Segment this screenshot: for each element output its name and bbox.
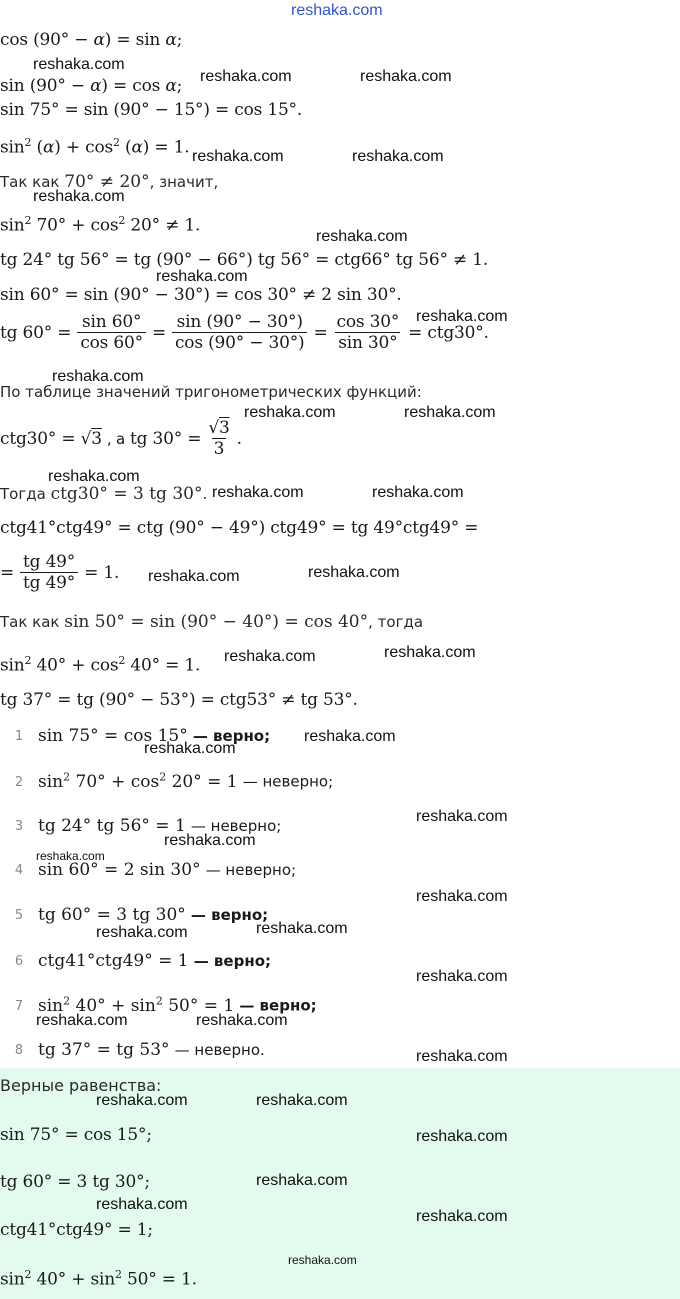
watermark: reshaka.com: [96, 1092, 188, 1109]
watermark: reshaka.com: [256, 1172, 348, 1189]
watermark: reshaka.com: [416, 1128, 508, 1145]
watermark-small: reshaka.com: [36, 849, 105, 863]
watermark-top[interactable]: reshaka.com: [291, 2, 383, 19]
formula-tg24-tg56: tg 24° tg 56° = tg (90° − 66°) tg 56° = ctg66° tg 56° ≠ 1.: [0, 250, 489, 270]
answer-line-1: sin 75° = cos 15°;: [0, 1125, 152, 1145]
watermark-small: reshaka.com: [288, 1253, 357, 1267]
watermark: reshaka.com: [416, 808, 508, 825]
answer-line-3: ctg41°ctg49° = 1;: [0, 1220, 153, 1240]
formula-ctg41-ctg49: ctg41°ctg49° = ctg (90° − 49°) ctg49° = tg 49°ctg49° =: [0, 518, 479, 538]
watermark: reshaka.com: [352, 148, 444, 165]
watermark: reshaka.com: [416, 1208, 508, 1225]
text-then-ctg30: Тогда ctg30° = 3 tg 30°.: [0, 484, 208, 504]
watermark: reshaka.com: [416, 308, 508, 325]
formula-tg37: tg 37° = tg (90° − 53°) = ctg53° ≠ tg 53°.: [0, 690, 358, 710]
list-item-7: 7 $\sin^2 40^\circ + \sin^2 50^\circ = 1$ — верно;: [14, 994, 317, 1016]
watermark: reshaka.com: [48, 468, 140, 485]
watermark: reshaka.com: [416, 888, 508, 905]
watermark: reshaka.com: [256, 920, 348, 937]
formula-tg60: tg 60° = $\frac{\sin 60^\circ}{\cos 60^\circ}$ = $\frac{\sin (90^\circ - 30^\circ)}{\cos (90^\circ - 30^\circ)}$ = $\frac{\cos 30^\circ}{\sin 30^\circ}$ = ctg30°.: [0, 312, 489, 353]
formula-sin60: sin 60° = sin (90° − 30°) = cos 30° ≠ 2 sin 30°.: [0, 285, 402, 305]
answer-line-2: tg 60° = 3 tg 30°;: [0, 1172, 150, 1192]
watermark: reshaka.com: [96, 1196, 188, 1213]
watermark: reshaka.com: [196, 1012, 288, 1029]
watermark: reshaka.com: [244, 404, 336, 421]
watermark: reshaka.com: [212, 484, 304, 501]
list-item-2: 2 $\sin^2 70^\circ + \cos^2 20^\circ = 1$ — неверно;: [14, 770, 334, 792]
formula-sin40-cos40: $\sin^2 40^\circ + \cos^2 40^\circ = 1$.: [0, 654, 201, 676]
formula-ctg30-sqrt3: ctg30° = √3 , а tg 30° = $\frac{√3}{3}$ .: [0, 418, 242, 459]
list-item-3: 3 tg 24° tg 56° = 1 — неверно;: [14, 816, 282, 836]
watermark: reshaka.com: [416, 968, 508, 985]
formula-pythagorean-identity: $\sin^2 (\alpha) + \cos^2 (\alpha) = 1$.: [0, 136, 190, 158]
watermark: reshaka.com: [156, 268, 248, 285]
watermark: reshaka.com: [384, 644, 476, 661]
list-item-1: 1 sin 75° = cos 15° — верно;: [14, 726, 271, 746]
watermark: reshaka.com: [200, 68, 292, 85]
watermark: reshaka.com: [36, 1012, 128, 1029]
watermark: reshaka.com: [96, 924, 188, 941]
formula-sin-complement: sin (90° − α) = cos α;: [0, 76, 183, 96]
list-item-8: 8 tg 37° = tg 53° — неверно.: [14, 1040, 265, 1060]
watermark: reshaka.com: [33, 188, 125, 205]
formula-sin70-cos20: $\sin^2 70^\circ + \cos^2 20^\circ \ne 1$.: [0, 214, 201, 236]
watermark: reshaka.com: [416, 1048, 508, 1065]
watermark: reshaka.com: [224, 648, 316, 665]
watermark: reshaka.com: [144, 740, 236, 757]
watermark: reshaka.com: [316, 228, 408, 245]
watermark: reshaka.com: [52, 368, 144, 385]
watermark: reshaka.com: [360, 68, 452, 85]
list-item-4: 4 sin 60° = 2 sin 30° — неверно;: [14, 860, 297, 880]
list-item-6: 6 ctg41°ctg49° = 1 — верно;: [14, 951, 271, 971]
list-item-5: 5 tg 60° = 3 tg 30° — верно;: [14, 905, 269, 925]
watermark: reshaka.com: [192, 148, 284, 165]
watermark: reshaka.com: [164, 832, 256, 849]
watermark: reshaka.com: [256, 1092, 348, 1109]
watermark: reshaka.com: [304, 728, 396, 745]
formula-cos-complement: cos (90° − α) = sin α;: [0, 30, 183, 50]
watermark: reshaka.com: [372, 484, 464, 501]
text-since-sin50: Так как sin 50° = sin (90° − 40°) = cos 40°, тогда: [0, 612, 424, 632]
watermark: reshaka.com: [33, 56, 125, 73]
watermark: reshaka.com: [404, 404, 496, 421]
formula-tg49-ratio: = $\frac{tg 49^\circ}{tg 49^\circ}$ = 1.: [0, 552, 120, 593]
text-table-values: По таблице значений тригонометрических функций:: [0, 383, 422, 401]
text-since-70-ne-20: Так как 70° ≠ 20°, значит,: [0, 172, 219, 192]
answer-line-4: $\sin^2 40^\circ + \sin^2 50^\circ = 1$.: [0, 1268, 197, 1290]
formula-sin75: sin 75° = sin (90° − 15°) = cos 15°.: [0, 100, 303, 120]
answer-title: Верные равенства:: [0, 1076, 162, 1095]
watermark: reshaka.com: [308, 564, 400, 581]
watermark: reshaka.com: [148, 568, 240, 585]
